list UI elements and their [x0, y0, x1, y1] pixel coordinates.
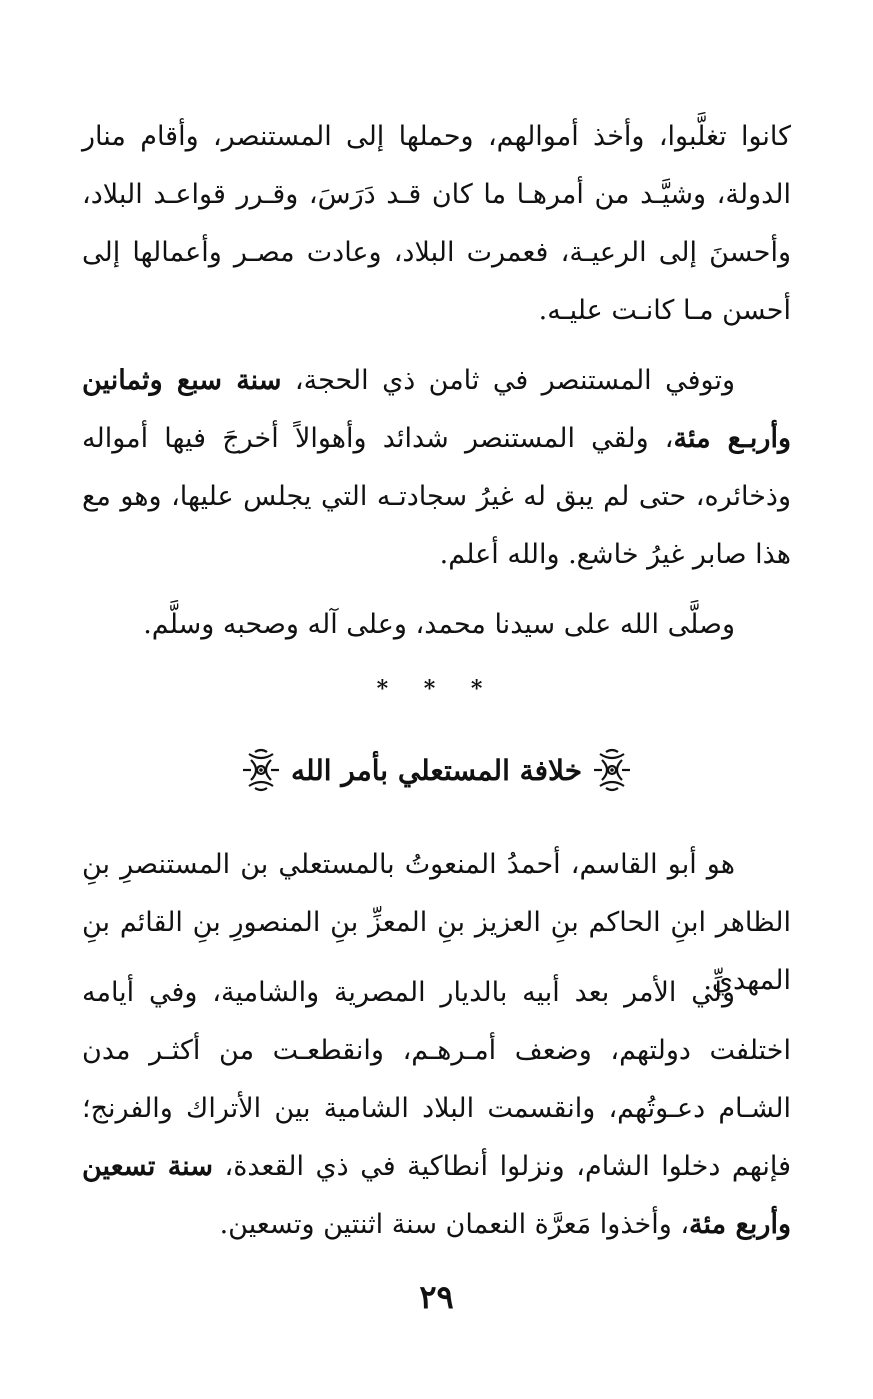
heading-title: خلافة المستعلي بأمر الله	[290, 753, 583, 787]
page-number: ٢٩	[419, 1278, 454, 1316]
paragraph-restoration: كانوا تغلَّبوا، وأخذ أموالهم، وحملها إلى المستنصر، وأقام منار الدولة، وشيَّـد من أمرهـا ما كان قـد دَرَسَ، وقـرر قواعـد البلاد، وأحسنَ إلى الرعيـة، فعمرت البلاد، وعادت مصـر وأعمالها إلى أحسن مـا كانـت عليـه.	[82, 121, 791, 326]
paragraph-death-of-mustansir	[82, 352, 791, 584]
paragraph5-text-end: ، وأخذوا مَعرَّة النعمان سنة اثنتين وتسعين.	[219, 1209, 690, 1240]
closing-prayer: وصلَّى الله على سيدنا محمد، وعلى آله وصحبه وسلَّم.	[143, 609, 735, 640]
arabesque-ornament-icon	[592, 748, 632, 792]
paragraph5-text-start: ولي الأمر بعد أبيه بالديار المصرية والشامية، وفي أيامه اختلفت دولتهم، وضعف أمـرهـم، وانقطعـت من أكثـر مدن الشـام دعـوتُهم، وانقسمت البلاد الشامية بين الأتراك والفرنج؛ فإنهم دخلوا الشام، ونزلوا أنطاكية في ذي القعدة،	[82, 977, 791, 1182]
paragraph-reign	[82, 964, 791, 1254]
paragraph-lineage: هو أبو القاسم، أحمدُ المنعوتُ بالمستعلي بن المستنصرِ بنِ الظاهر ابنِ الحاكم بنِ العزيز بنِ المعزِّ بنِ المنصورِ بنِ القائم بنِ المهديِّ.	[82, 849, 791, 996]
arabesque-ornament-icon	[241, 748, 281, 792]
death-date-bold: سنة سبع وثمانين وأربـع مئة	[82, 365, 791, 454]
section-heading	[0, 740, 873, 800]
paragraph2-text-start: وتوفي المستنصر في ثامن ذي الحجة،	[281, 365, 735, 396]
paragraph2-text-end: ، ولقي المستنصر شدائد وأهوالاً أخرجَ فيها أمواله وذخائره، حتى لم يبق له غيرُ سجادتـه التي يجلس عليها، وهو مع هذا صابر غيرُ خاشع. والله أعلم.	[82, 423, 791, 570]
crusade-date-bold: سنة تسعين وأربع مئة	[82, 1151, 791, 1240]
section-separator: * * *	[376, 676, 497, 702]
